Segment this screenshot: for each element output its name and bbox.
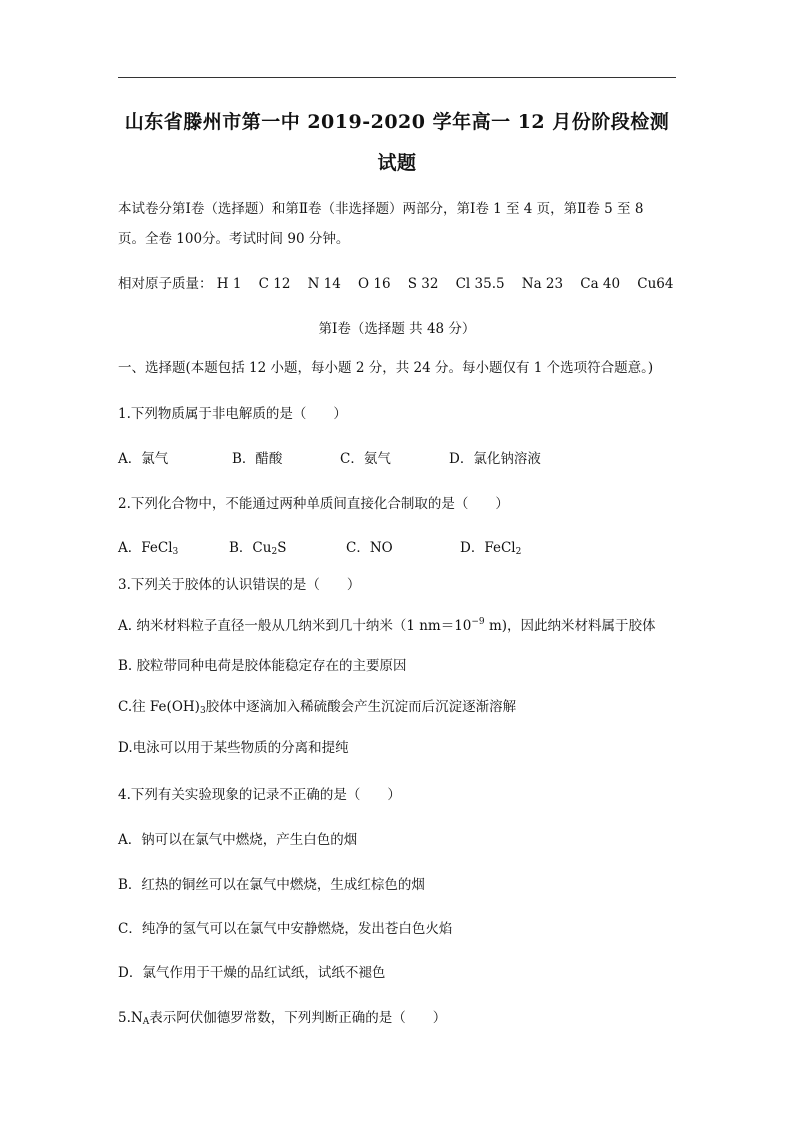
q3-a-text: A. 纳米材料粒子直径一般从几纳米到几十纳米（1 nm＝10 bbox=[118, 618, 472, 634]
question-3-stem: 3.下列关于胶体的认识错误的是（ ） bbox=[118, 577, 361, 593]
question-2-stem: 2.下列化合物中，不能通过两种单质间直接化合制取的是（ ） bbox=[118, 496, 509, 512]
q2-b-subscript: 2 bbox=[271, 547, 278, 557]
q4-option-d: D．氯气作用于干燥的品红试纸，试纸不褪色 bbox=[118, 965, 386, 981]
section-heading: 第Ⅰ卷（选择题 共 48 分） bbox=[318, 321, 476, 337]
question-1-stem: 1.下列物质属于非电解质的是（ ） bbox=[118, 406, 347, 422]
q2-a-text: A．FeCl bbox=[118, 540, 173, 556]
q3-c-text: C.往 Fe(OH) bbox=[118, 699, 200, 715]
q3-option-a bbox=[118, 617, 656, 635]
intro-line1: 本试卷分第Ⅰ卷（选择题）和第Ⅱ卷（非选择题）两部分，第Ⅰ卷 1 至 4 页，第Ⅱ卷 5 至 8 bbox=[118, 201, 644, 217]
q3-option-c bbox=[118, 698, 516, 716]
q3-a-superscript: −9 bbox=[471, 617, 485, 627]
exam-title-line2: 试题 bbox=[377, 152, 417, 174]
q4-option-a: A．钠可以在氯气中燃烧，产生白色的烟 bbox=[118, 832, 358, 848]
q2-d-subscript: 2 bbox=[515, 547, 522, 557]
q1-option-a: A．氯气 bbox=[118, 451, 169, 467]
q2-b-text-tail: S bbox=[277, 540, 287, 556]
q2-option-a bbox=[118, 539, 178, 557]
q3-option-d: D.电泳可以用于某些物质的分离和提纯 bbox=[118, 740, 349, 756]
q2-d-text: D．FeCl bbox=[460, 540, 516, 556]
q2-b-text: B．Cu bbox=[229, 540, 272, 556]
q5-stem-text: 5.N bbox=[118, 1010, 143, 1026]
question-4-stem: 4.下列有关实验现象的记录不正确的是（ ） bbox=[118, 787, 401, 803]
q3-c-subscript: 3 bbox=[199, 706, 206, 716]
q3-option-b: B. 胶粒带同种电荷是胶体能稳定存在的主要原因 bbox=[118, 658, 407, 674]
exam-title-line1: 山东省滕州市第一中 2019-2020 学年高一 12 月份阶段检测 bbox=[124, 111, 670, 133]
section-instructions: 一、选择题(本题包括 12 小题，每小题 2 分，共 24 分。每小题仅有 1 个选项符合题意。) bbox=[118, 360, 654, 376]
q3-c-text-tail: 胶体中逐滴加入稀硫酸会产生沉淀而后沉淀逐渐溶解 bbox=[205, 699, 517, 715]
q5-stem-text-tail: 表示阿伏伽德罗常数，下列判断正确的是（ ） bbox=[149, 1010, 447, 1026]
q4-option-c: C．纯净的氢气可以在氯气中安静燃烧，发出苍白色火焰 bbox=[118, 921, 453, 937]
q1-option-b: B．醋酸 bbox=[232, 451, 283, 467]
q2-option-c: C．NO bbox=[346, 540, 393, 556]
question-5-stem bbox=[118, 1009, 446, 1027]
q4-option-b: B．红热的铜丝可以在氯气中燃烧，生成红棕色的烟 bbox=[118, 877, 425, 893]
atomic-masses: 相对原子质量： H 1 C 12 N 14 O 16 S 32 Cl 35.5 Na 23 Ca 40 Cu64 bbox=[118, 276, 674, 292]
q3-a-text-tail: m)，因此纳米材料属于胶体 bbox=[484, 618, 656, 634]
q2-option-d bbox=[460, 539, 521, 557]
intro-line2: 页。全卷 100分。考试时间 90 分钟。 bbox=[118, 231, 350, 247]
q5-stem-subscript: A bbox=[142, 1017, 150, 1027]
q1-option-d: D．氯化钠溶液 bbox=[449, 451, 541, 467]
q1-option-c: C．氨气 bbox=[340, 451, 391, 467]
header-rule bbox=[118, 77, 676, 78]
q2-a-subscript: 3 bbox=[172, 547, 179, 557]
q2-option-b bbox=[229, 539, 286, 557]
